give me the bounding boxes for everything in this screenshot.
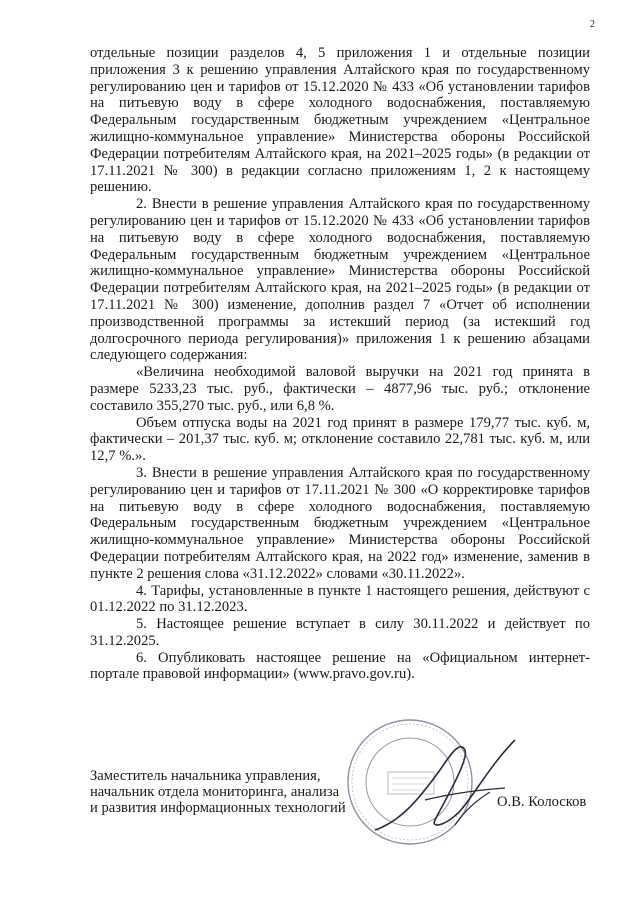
page-number: 2 (590, 19, 595, 30)
paragraph-3: «Величина необходимой валовой выручки на 2021 год принята в размере 5233,23 тыс. руб., фактически – 4877,96 тыс. руб.; отклонение составило 355,270 тыс. руб., или 6,8 %. (90, 364, 590, 414)
paragraph-5: 3. Внести в решение управления Алтайского края по государственному регулированию цен и тарифов от 17.11.2021 № 300 «О корректировке тарифов на питьевую воду в сфере холодного водоснабжения, поставляемую Федеральным государственным бюджетным учреждением «Центральное жилищно-коммунальное управление» Министерства обороны Российской Федерации потребителям Алтайского края, на 2022 год» изменение, заменив в пункте 2 решения слова «31.12.2022» словами «30.11.2022». (90, 464, 590, 582)
paragraph-4: Объем отпуска воды на 2021 год принят в размере 179,77 тыс. куб. м, фактически – 201,37 тыс. куб. м; отклонение составило 22,781 тыс. куб. м, или 12,7 %.». (90, 414, 590, 465)
document-body (90, 45, 590, 683)
paragraph-8: 6. Опубликовать настоящее решение на «Официальном интернет-портале правовой информации» (www.pravo.gov.ru). (90, 649, 590, 683)
signer-name: О.В. Колосков (497, 794, 587, 810)
signer-position-line-2: начальник отдела мониторинга, анализа (90, 784, 340, 800)
paragraph-1: отдельные позиции разделов 4, 5 приложения 1 и отдельные позиции приложения 3 к решению управления Алтайского края по государственному регулированию цен и тарифов от 15.12.2020 № 433 «Об установлении тарифов на питьевую воду в сфере холодного водоснабжения, поставляемую Федеральным государственным бюджетным учреждением «Центральное жилищно-коммунальное управление» Министерства обороны Российской Федерации потребителям Алтайского края, на 2021–2025 годы» (в редакции от 17.11.2021 № 300) в редакции согласно приложениям 1, 2 к настоящему решению. (90, 45, 590, 196)
paragraph-6: 4. Тарифы, установленные в пункте 1 настоящего решения, действуют с 01.12.2022 по 31.12.2023. (90, 582, 590, 616)
paragraph-2: 2. Внести в решение управления Алтайского края по государственному регулированию цен и тарифов от 15.12.2020 № 433 «Об установлении тарифов на питьевую воду в сфере холодного водоснабжения, поставляемую Федеральным государственным бюджетным учреждением «Центральное жилищно-коммунальное управление» Министерства обороны Российской Федерации потребителям Алтайского края, на 2021–2025 годы» (в редакции от 17.11.2021 № 300) изменение, дополнив раздел 7 «Отчет об исполнении производственной программы за истекший период (за истекший год долгосрочного периода регулирования)» приложения 1 к решению абзацами следующего содержания: (90, 196, 590, 364)
signer-position-line-3: и развития информационных технологий (90, 800, 346, 816)
paragraph-7: 5. Настоящее решение вступает в силу 30.11.2022 и действует по 31.12.2025. (90, 616, 590, 649)
signer-position-line-1: Заместитель начальника управления, (90, 768, 321, 784)
